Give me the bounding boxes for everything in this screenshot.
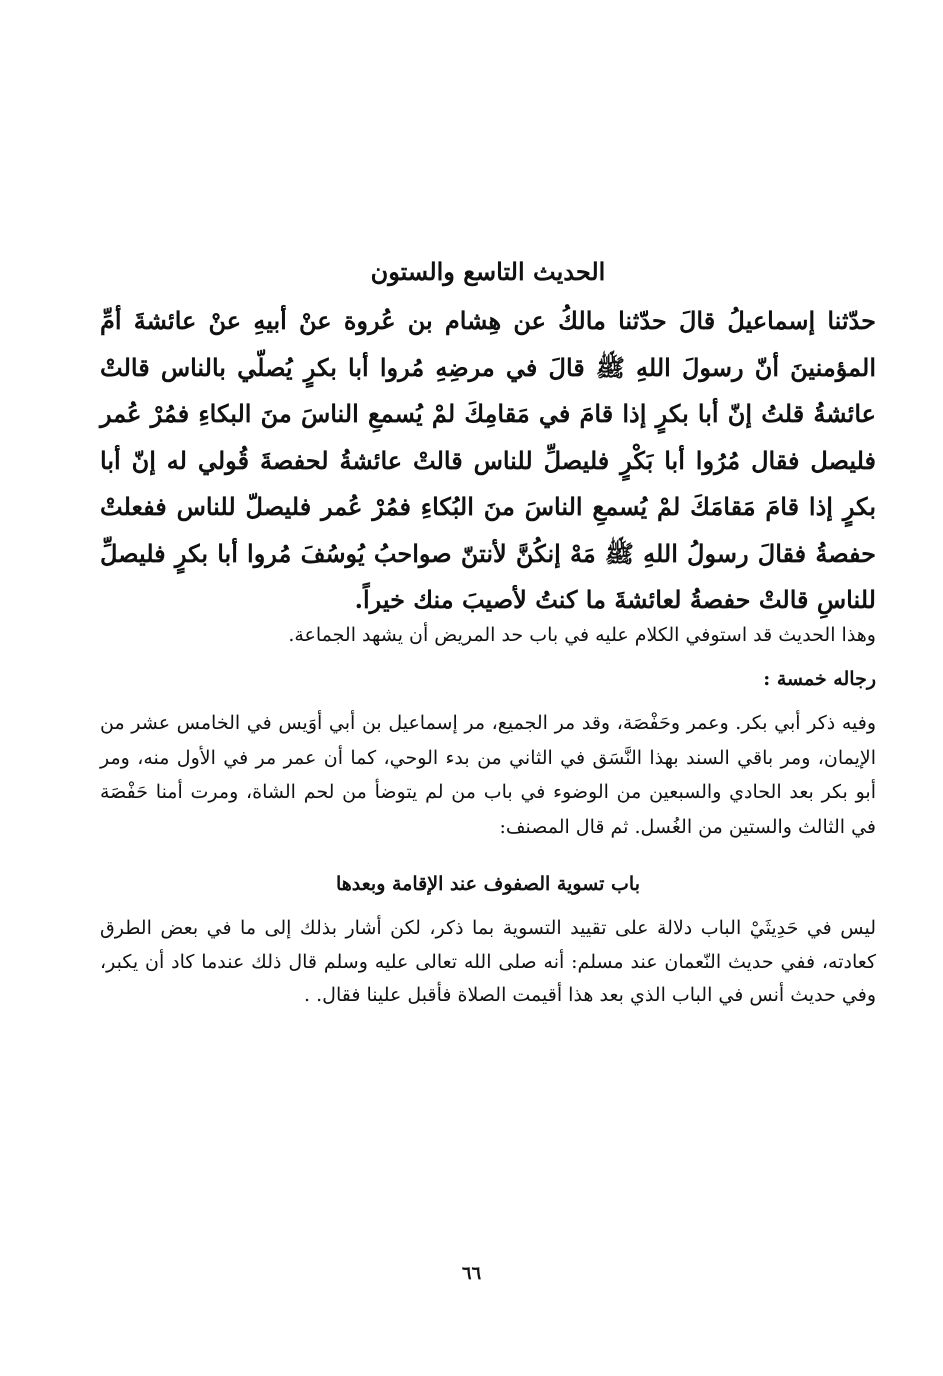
hadith-title: الحديث التاسع والستون xyxy=(370,257,606,286)
hadith-text: حدّثنا إسماعيلُ قالَ حدّثنا مالكُ عن هِشام بن عُروة عنْ أبيهِ عنْ عائشةَ أمِّ المؤمنينَ أنّ رسولَ اللهِ ﷺ قالَ في مرضِهِ مُروا أبا بكرٍ يُصلّي بالناس قالتْ عائشةُ قلتُ إنّ أبا بكرٍ إذا قامَ في مَقامِكَ لمْ يُسمعِ الناسَ منَ البكاءِ فمُرْ عُمر فليصل فقال مُرُوا أبا بَكْرٍ فليصلِّ للناس قالتْ عائشةُ لحفصةَ قُولي له إنّ أبا بكرٍ إذا قامَ مَقامَكَ لمْ يُسمعِ الناسَ منَ البُكاءِ فمُرْ عُمر فليصلّ للناس ففعلتْ حفصةُ فقالَ رسولُ اللهِ ﷺ مَهْ إنكُنَّ لأنتنّ صواحبُ يُوسُفَ مُروا أبا بكرٍ فليصلِّ للناسِ قالتْ حفصةُ لعائشةَ ما كنتُ لأصيبَ منك خيراً. xyxy=(100,306,877,614)
commentary-paragraph: وهذا الحديث قد استوفي الكلام عليه في باب حد المريض أن يشهد الجماعة. xyxy=(288,624,876,646)
narrators-paragraph: وفيه ذكر أبي بكر. وعمر وحَفْصَة، وقد مر الجميع، مر إسماعيل بن أبي أوَيس في الخامس عشر من الإيمان، ومر باقي السند بهذا النَّسَق في الثاني من بدء الوحي، كما أن عمر مر في الأول منه، ومر أبو بكر بعد الحادي والسبعين من الوضوء في باب من لم يتوضأ من لحم الشاة، ومرت أمنا حَفْصَة في الثالث والستين من الغُسل. ثم قال المصنف: xyxy=(100,712,876,838)
page-number: ٦٦ xyxy=(461,1263,482,1284)
narrators-heading: رجاله خمسة : xyxy=(763,668,876,690)
chapter-paragraph: ليس في حَدِيثَيْ الباب دلالة على تقييد التسوية بما ذكر، لكن أشار بذلك إلى ما في بعض الطرق كعادته، ففي حديث النّعمان عند مسلم: أنه صلى الله تعالى عليه وسلم قال ذلك عندما كاد أن يكبر، وفي حديث أنس في الباب الذي بعد هذا أقيمت الصلاة فأقبل علينا فقال. . xyxy=(100,917,876,1006)
chapter-title: باب تسوية الصفوف عند الإقامة وبعدها xyxy=(335,873,641,895)
